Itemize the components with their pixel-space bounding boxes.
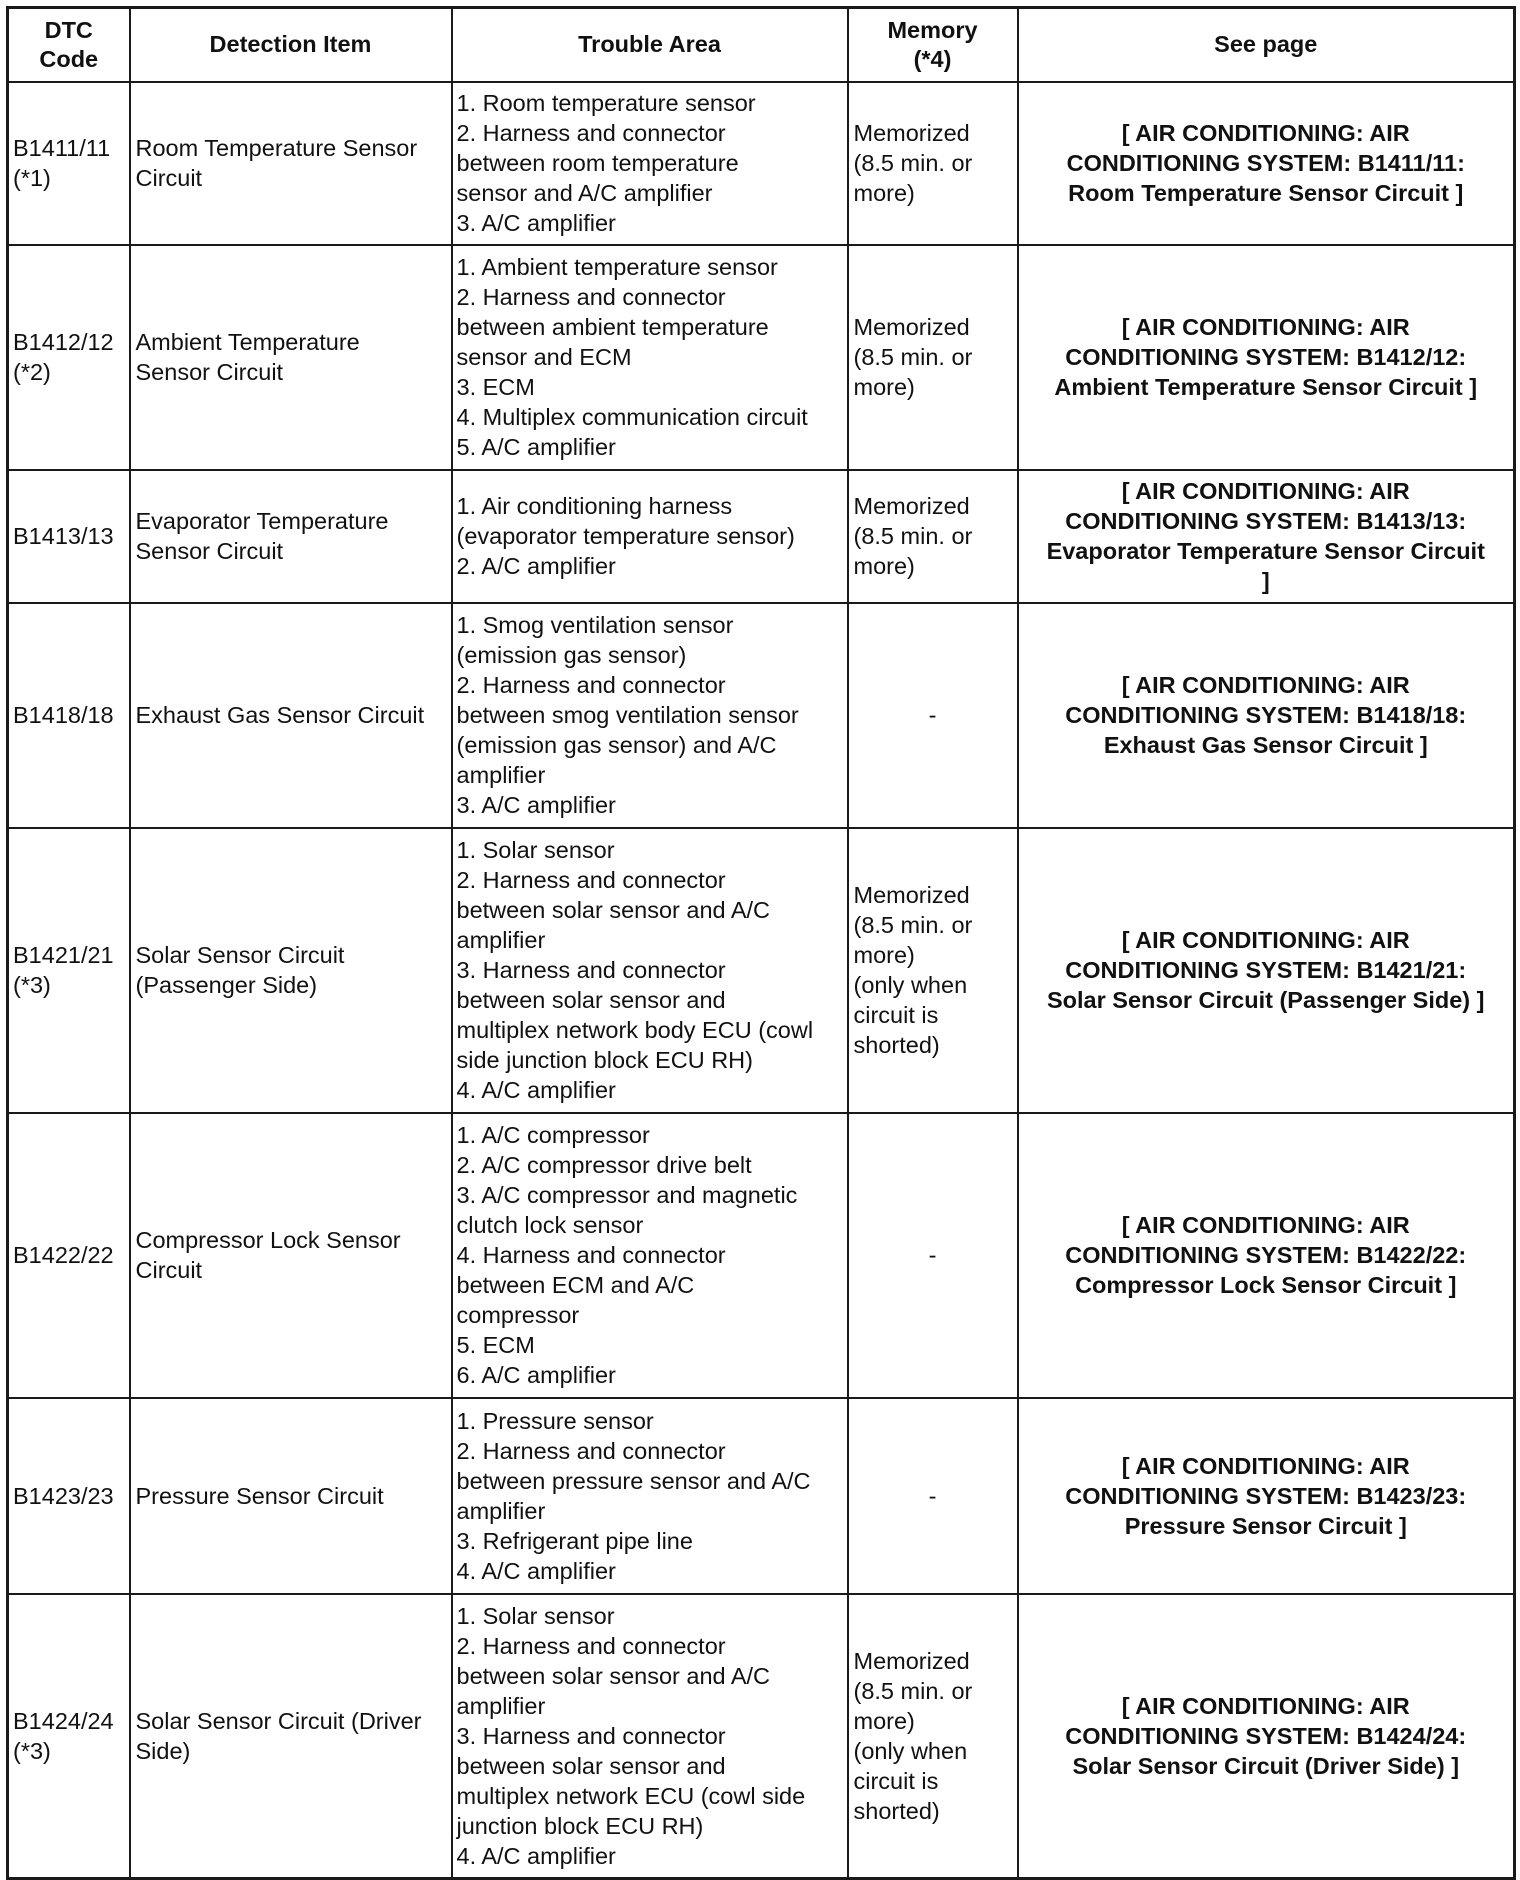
trouble-area-cell-line: 1. Solar sensor xyxy=(456,1602,615,1629)
trouble-area-cell-line: between ambient temperature xyxy=(456,314,769,340)
see-page-link-line: [ AIR CONDITIONING: AIR xyxy=(1121,478,1410,504)
trouble-area-cell-line: 1. Solar sensor xyxy=(456,837,615,863)
dtc-code-cell-line: B1424/24 xyxy=(13,1707,114,1734)
trouble-area-cell-line: between pressure sensor and A/C xyxy=(456,1467,811,1494)
header-memory xyxy=(848,8,1018,82)
see-page-link-line: CONDITIONING SYSTEM: B1412/12: xyxy=(1065,344,1467,370)
header-row xyxy=(8,8,1515,82)
detection-item-cell-line: Room Temperature Sensor xyxy=(135,135,418,161)
memory-cell-line: (only when xyxy=(853,972,968,998)
table-row xyxy=(8,1113,1515,1398)
detection-item-cell xyxy=(130,1398,452,1594)
memory-cell xyxy=(848,1113,1018,1398)
memory-cell-line: circuit is xyxy=(853,1002,939,1028)
see-page-link-line: Solar Sensor Circuit (Passenger Side) ] xyxy=(1047,987,1485,1013)
dtc-code-cell-line: (*3) xyxy=(13,972,51,998)
see-page-link-line: ] xyxy=(1261,568,1270,594)
trouble-area-cell-line: clutch lock sensor xyxy=(456,1212,644,1238)
memory-cell-line: - xyxy=(928,702,937,728)
trouble-area-cell-line: compressor xyxy=(456,1302,580,1328)
memory-cell xyxy=(848,245,1018,470)
see-page-link[interactable] xyxy=(1018,1398,1515,1594)
table-row xyxy=(8,470,1515,603)
trouble-area-cell-line: sensor and A/C amplifier xyxy=(456,180,713,206)
header-memory-line-2: (*4) xyxy=(913,45,952,72)
dtc-code-cell-line: B1422/22 xyxy=(13,1242,114,1268)
trouble-area-cell xyxy=(452,603,848,828)
see-page-link-line: CONDITIONING SYSTEM: B1418/18: xyxy=(1065,702,1467,728)
detection-item-cell xyxy=(130,603,452,828)
trouble-area-cell-line: junction block ECU RH) xyxy=(456,1812,704,1839)
see-page-link[interactable] xyxy=(1018,603,1515,828)
detection-item-cell-line: Compressor Lock Sensor xyxy=(135,1227,401,1253)
trouble-area-cell-line: 1. Pressure sensor xyxy=(456,1407,654,1434)
dtc-code-cell-line: (*1) xyxy=(13,165,51,191)
see-page-link-line: [ AIR CONDITIONING: AIR xyxy=(1121,120,1410,146)
memory-cell-line: more) xyxy=(853,553,915,579)
detection-item-cell-line: Sensor Circuit xyxy=(135,359,284,385)
memory-cell-line: Memorized xyxy=(853,493,970,519)
trouble-area-cell xyxy=(452,1594,848,1879)
detection-item-cell-line: Side) xyxy=(135,1737,191,1764)
memory-cell-line: (only when xyxy=(853,1737,968,1764)
trouble-area-cell xyxy=(452,82,848,245)
see-page-link-line: [ AIR CONDITIONING: AIR xyxy=(1121,927,1410,953)
memory-cell-line: more) xyxy=(853,374,915,400)
table-row xyxy=(8,603,1515,828)
dtc-code-cell-line: (*3) xyxy=(13,1737,51,1764)
trouble-area-cell-line: (emission gas sensor) and A/C xyxy=(456,732,777,758)
trouble-area-cell-line: 3. A/C amplifier xyxy=(456,210,616,236)
see-page-link[interactable] xyxy=(1018,1594,1515,1879)
see-page-link[interactable] xyxy=(1018,470,1515,603)
trouble-area-cell-line: 3. A/C amplifier xyxy=(456,792,616,818)
header-memory-line-1: Memory xyxy=(887,16,978,43)
trouble-area-cell-line: 1. Air conditioning harness xyxy=(456,493,733,519)
table-row xyxy=(8,1594,1515,1879)
trouble-area-cell-line: amplifier xyxy=(456,927,546,953)
memory-cell-line: (8.5 min. or xyxy=(853,344,973,370)
table-row xyxy=(8,828,1515,1113)
trouble-area-cell-line: between solar sensor and A/C xyxy=(456,897,771,923)
trouble-area-cell-line: 2. Harness and connector xyxy=(456,867,726,893)
dtc-code-cell-line: B1411/11 xyxy=(13,135,111,161)
trouble-area-cell-line: 1. Ambient temperature sensor xyxy=(456,254,778,280)
memory-cell-line: Memorized xyxy=(853,1647,970,1674)
see-page-link[interactable] xyxy=(1018,82,1515,245)
table-row xyxy=(8,82,1515,245)
trouble-area-cell-line: amplifier xyxy=(456,1497,546,1524)
memory-cell-line: more) xyxy=(853,180,915,206)
memory-cell xyxy=(848,1594,1018,1879)
detection-item-cell xyxy=(130,470,452,603)
detection-item-cell xyxy=(130,1594,452,1879)
detection-item-cell-line: Solar Sensor Circuit xyxy=(135,942,345,968)
table-row xyxy=(8,1398,1515,1594)
header-trouble-area: Trouble Area xyxy=(452,8,848,82)
trouble-area-cell-line: 2. A/C amplifier xyxy=(456,553,616,579)
memory-cell-line: (8.5 min. or xyxy=(853,912,973,938)
trouble-area-cell-line: 2. Harness and connector xyxy=(456,1437,726,1464)
memory-cell-line: circuit is xyxy=(853,1767,939,1794)
trouble-area-cell xyxy=(452,828,848,1113)
trouble-area-cell xyxy=(452,245,848,470)
memory-cell-line: - xyxy=(928,1482,937,1509)
trouble-area-cell-line: 4. A/C amplifier xyxy=(456,1077,616,1103)
memory-cell-line: Memorized xyxy=(853,882,970,908)
see-page-link-line: Compressor Lock Sensor Circuit ] xyxy=(1075,1272,1457,1298)
detection-item-cell xyxy=(130,1113,452,1398)
memory-cell xyxy=(848,1398,1018,1594)
memory-cell-line: shorted) xyxy=(853,1797,940,1824)
dtc-code-cell-line: B1423/23 xyxy=(13,1482,114,1509)
detection-item-cell-line: Exhaust Gas Sensor Circuit xyxy=(135,702,425,728)
trouble-area-cell-line: (evaporator temperature sensor) xyxy=(456,523,795,549)
see-page-link-line: Pressure Sensor Circuit ] xyxy=(1124,1512,1407,1539)
detection-item-cell-line: (Passenger Side) xyxy=(135,972,318,998)
dtc-code-cell xyxy=(8,1113,130,1398)
memory-cell-line: (8.5 min. or xyxy=(853,523,973,549)
trouble-area-cell-line: 4. Harness and connector xyxy=(456,1242,726,1268)
detection-item-cell-line: Evaporator Temperature xyxy=(135,508,389,534)
trouble-area-cell-line: 4. A/C amplifier xyxy=(456,1842,616,1869)
see-page-link-line: Solar Sensor Circuit (Driver Side) ] xyxy=(1072,1752,1460,1779)
see-page-link-line: Ambient Temperature Sensor Circuit ] xyxy=(1054,374,1478,400)
memory-cell-line: shorted) xyxy=(853,1032,940,1058)
see-page-link-line: CONDITIONING SYSTEM: B1424/24: xyxy=(1065,1722,1467,1749)
trouble-area-cell-line: 3. Harness and connector xyxy=(456,1722,726,1749)
trouble-area-cell-line: 2. Harness and connector xyxy=(456,284,726,310)
see-page-link[interactable] xyxy=(1018,245,1515,470)
trouble-area-cell-line: between ECM and A/C xyxy=(456,1272,695,1298)
memory-cell-line: more) xyxy=(853,1707,915,1734)
memory-cell-line: Memorized xyxy=(853,314,970,340)
see-page-link-line: [ AIR CONDITIONING: AIR xyxy=(1121,672,1410,698)
dtc-code-cell xyxy=(8,1594,130,1879)
trouble-area-cell-line: 1. A/C compressor xyxy=(456,1122,650,1148)
trouble-area-cell-line: 3. Refrigerant pipe line xyxy=(456,1527,693,1554)
dtc-code-cell xyxy=(8,470,130,603)
see-page-link-line: Room Temperature Sensor Circuit ] xyxy=(1068,180,1464,206)
trouble-area-cell xyxy=(452,1398,848,1594)
see-page-link[interactable] xyxy=(1018,1113,1515,1398)
see-page-link-line: [ AIR CONDITIONING: AIR xyxy=(1121,1212,1410,1238)
memory-cell-line: Memorized xyxy=(853,120,970,146)
trouble-area-cell-line: amplifier xyxy=(456,762,546,788)
trouble-area-cell-line: 3. A/C compressor and magnetic xyxy=(456,1182,798,1208)
trouble-area-cell-line: multiplex network body ECU (cowl xyxy=(456,1017,814,1043)
detection-item-cell xyxy=(130,82,452,245)
trouble-area-cell-line: side junction block ECU RH) xyxy=(456,1047,753,1073)
detection-item-cell-line: Sensor Circuit xyxy=(135,538,284,564)
trouble-area-cell xyxy=(452,470,848,603)
trouble-area-cell-line: 2. Harness and connector xyxy=(456,120,726,146)
trouble-area-cell-line: 2. Harness and connector xyxy=(456,672,726,698)
see-page-link-line: CONDITIONING SYSTEM: B1411/11: xyxy=(1066,150,1465,176)
dtc-code-cell-line: B1412/12 xyxy=(13,329,114,355)
dtc-code-cell xyxy=(8,245,130,470)
trouble-area-cell-line: 3. ECM xyxy=(456,374,535,400)
detection-item-cell-line: Pressure Sensor Circuit xyxy=(135,1482,384,1509)
memory-cell xyxy=(848,603,1018,828)
trouble-area-cell xyxy=(452,1113,848,1398)
trouble-area-cell-line: between solar sensor and A/C xyxy=(456,1662,771,1689)
trouble-area-cell-line: sensor and ECM xyxy=(456,344,632,370)
dtc-code-cell-line: (*2) xyxy=(13,359,51,385)
see-page-link[interactable] xyxy=(1018,828,1515,1113)
dtc-code-cell-line: B1413/13 xyxy=(13,523,114,549)
memory-cell xyxy=(848,828,1018,1113)
memory-cell-line: (8.5 min. or xyxy=(853,150,973,176)
see-page-link-line: [ AIR CONDITIONING: AIR xyxy=(1121,1692,1410,1719)
see-page-link-line: Exhaust Gas Sensor Circuit ] xyxy=(1103,732,1428,758)
trouble-area-cell-line: between smog ventilation sensor xyxy=(456,702,799,728)
see-page-link-line: [ AIR CONDITIONING: AIR xyxy=(1121,314,1410,340)
detection-item-cell-line: Circuit xyxy=(135,1257,203,1283)
header-dtc-code-line-1: DTC xyxy=(44,16,93,43)
detection-item-cell-line: Circuit xyxy=(135,165,203,191)
trouble-area-cell-line: 6. A/C amplifier xyxy=(456,1362,616,1388)
dtc-code-cell xyxy=(8,82,130,245)
detection-item-cell xyxy=(130,828,452,1113)
trouble-area-cell-line: 4. Multiplex communication circuit xyxy=(456,404,808,430)
see-page-link-line: CONDITIONING SYSTEM: B1413/13: xyxy=(1065,508,1467,534)
trouble-area-cell-line: between solar sensor and xyxy=(456,987,726,1013)
header-dtc-code xyxy=(8,8,130,82)
dtc-code-cell xyxy=(8,828,130,1113)
header-see-page: See page xyxy=(1018,8,1515,82)
table-body xyxy=(8,82,1515,1879)
header-dtc-code-line-2: Code xyxy=(39,45,99,72)
see-page-link-line: [ AIR CONDITIONING: AIR xyxy=(1121,1452,1410,1479)
trouble-area-cell-line: 1. Room temperature sensor xyxy=(456,90,756,116)
trouble-area-cell-line: 2. A/C compressor drive belt xyxy=(456,1152,752,1178)
see-page-link-line: Evaporator Temperature Sensor Circuit xyxy=(1046,538,1485,564)
memory-cell xyxy=(848,470,1018,603)
table-row xyxy=(8,245,1515,470)
detection-item-cell xyxy=(130,245,452,470)
trouble-area-cell-line: 5. ECM xyxy=(456,1332,535,1358)
trouble-area-cell-line: 3. Harness and connector xyxy=(456,957,726,983)
dtc-code-cell xyxy=(8,1398,130,1594)
trouble-area-cell-line: 5. A/C amplifier xyxy=(456,434,616,460)
memory-cell-line: more) xyxy=(853,942,915,968)
see-page-link-line: CONDITIONING SYSTEM: B1421/21: xyxy=(1065,957,1467,983)
trouble-area-cell-line: (emission gas sensor) xyxy=(456,642,687,668)
header-detection-item: Detection Item xyxy=(130,8,452,82)
memory-cell-line: (8.5 min. or xyxy=(853,1677,973,1704)
dtc-code-cell-line: B1418/18 xyxy=(13,702,114,728)
trouble-area-cell-line: amplifier xyxy=(456,1692,546,1719)
dtc-table xyxy=(6,6,1516,1880)
see-page-link-line: CONDITIONING SYSTEM: B1423/23: xyxy=(1065,1482,1467,1509)
detection-item-cell-line: Ambient Temperature xyxy=(135,329,360,355)
trouble-area-cell-line: 2. Harness and connector xyxy=(456,1632,726,1659)
trouble-area-cell-line: 1. Smog ventilation sensor xyxy=(456,612,734,638)
trouble-area-cell-line: between solar sensor and xyxy=(456,1752,726,1779)
dtc-code-cell xyxy=(8,603,130,828)
trouble-area-cell-line: between room temperature xyxy=(456,150,739,176)
trouble-area-cell-line: 4. A/C amplifier xyxy=(456,1557,616,1584)
memory-cell xyxy=(848,82,1018,245)
see-page-link-line: CONDITIONING SYSTEM: B1422/22: xyxy=(1065,1242,1467,1268)
detection-item-cell-line: Solar Sensor Circuit (Driver xyxy=(135,1707,422,1734)
memory-cell-line: - xyxy=(928,1242,937,1268)
dtc-code-cell-line: B1421/21 xyxy=(13,942,114,968)
trouble-area-cell-line: multiplex network ECU (cowl side xyxy=(456,1782,806,1809)
